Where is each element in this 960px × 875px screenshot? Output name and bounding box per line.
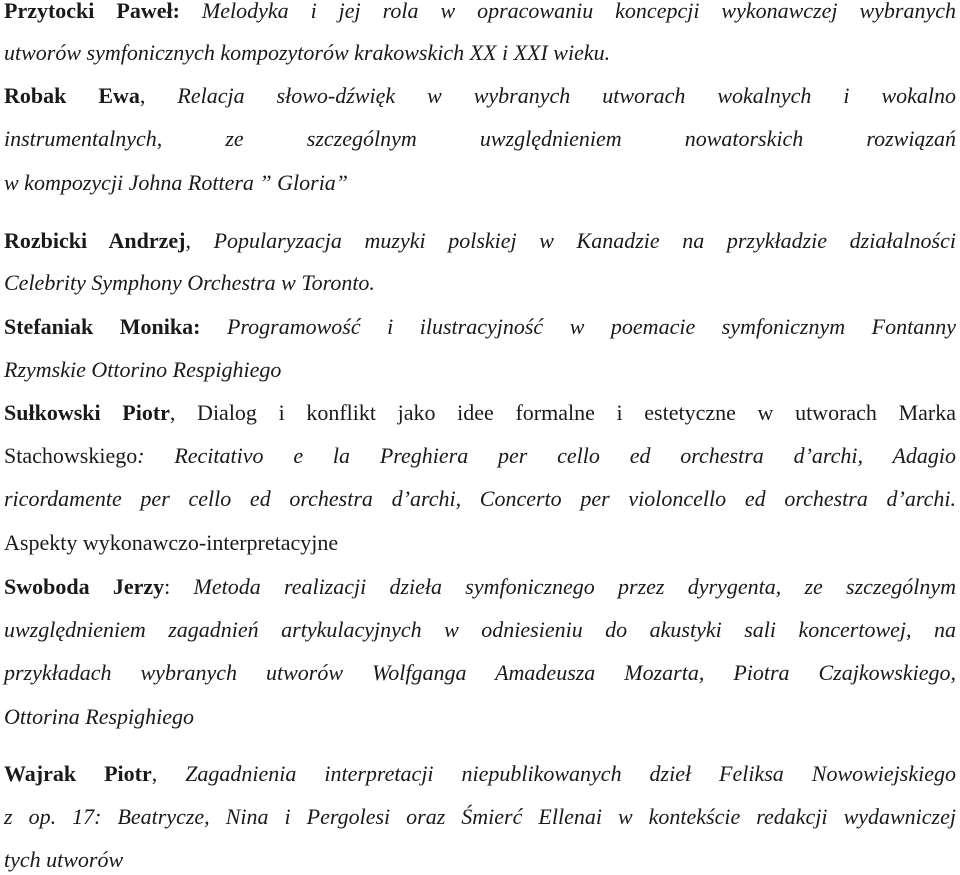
- work-title: w kompozycji Johna Rottera ” Gloria”: [4, 170, 349, 195]
- entry-text: Stachowskiego: [4, 443, 138, 468]
- entry-line: [4, 0, 956, 26]
- entry-line: [4, 528, 956, 558]
- work-title: Rzymskie Ottorino Respighiego: [4, 357, 282, 382]
- author-name: Robak Ewa: [4, 83, 140, 108]
- work-title: Popularyzacja muzyki polskiej w Kanadzie na przykładzie działalności: [213, 228, 956, 253]
- entry-line: [4, 802, 956, 832]
- entry-line: [4, 615, 956, 645]
- entry-text: ,: [185, 228, 214, 253]
- work-title: Ottorina Respighiego: [4, 704, 195, 729]
- author-name: Sułkowski Piotr: [4, 400, 170, 425]
- entry-line: [4, 759, 956, 789]
- work-title: z op. 17: Beatrycze, Nina i Pergolesi oraz Śmierć Ellenai w kontekście redakcji wydawniczej: [4, 804, 956, 829]
- entry-text: :: [164, 574, 194, 599]
- author-name: Swoboda Jerzy: [4, 574, 165, 599]
- work-title: Programowość i ilustracyjność w poemacie symfonicznym Fontanny: [200, 314, 956, 339]
- work-title: przykładach wybranych utworów Wolfganga Amadeusza Mozarta, Piotra Czajkowskiego,: [4, 660, 956, 685]
- entry-text: ,: [139, 83, 178, 108]
- entry-line: [4, 312, 956, 342]
- author-name: Przytocki Paweł:: [4, 0, 180, 23]
- work-title: utworów symfonicznych kompozytorów krakowskich XX i XXI wieku.: [4, 40, 611, 65]
- work-title: Metoda realizacji dzieła symfonicznego przez dyrygenta, ze szczególnym: [193, 574, 956, 599]
- work-title: Relacja słowo-dźwięk w wybranych utworach wokalnych i wokalno: [177, 83, 957, 108]
- author-name: Wajrak Piotr: [4, 761, 152, 786]
- entry-line: [4, 355, 956, 385]
- entry-line: [4, 845, 956, 875]
- entry-text: , Dialog i konflikt jako idee formalne i estetyczne w utworach Marka: [169, 400, 956, 425]
- work-title: tych utworów: [4, 847, 124, 872]
- entry-line: [4, 441, 956, 471]
- author-name: Rozbicki Andrzej: [4, 228, 186, 253]
- author-name: Stefaniak Monika:: [4, 314, 201, 339]
- entry-line: [4, 484, 956, 514]
- work-title: ricordamente per cello ed orchestra d’archi, Concerto per violoncello ed orchestra d’archi.: [4, 486, 956, 511]
- entry-line: [4, 702, 956, 732]
- work-title: Melodyka i jej rola w opracowaniu koncepcji wykonawczej wybranych: [179, 0, 956, 23]
- entry-line: [4, 124, 956, 154]
- entry-line: [4, 658, 956, 688]
- entry-line: [4, 268, 956, 298]
- entry-line: [4, 226, 956, 256]
- work-title: instrumentalnych, ze szczególnym uwzględnieniem nowatorskich rozwiązań: [4, 126, 956, 151]
- entry-line: [4, 38, 956, 68]
- entry-text: Aspekty wykonawczo-interpretacyjne: [4, 530, 339, 555]
- work-title: Celebrity Symphony Orchestra w Toronto.: [4, 270, 375, 295]
- work-title: Zagadnienia interpretacji niepublikowanych dzieł Feliksa Nowowiejskiego: [185, 761, 956, 786]
- entry-line: [4, 398, 956, 428]
- entry-line: [4, 168, 956, 198]
- work-title: : Recitativo e la Preghiera per cello ed orchestra d’archi, Adagio: [137, 443, 956, 468]
- entry-text: ,: [151, 761, 186, 786]
- entry-line: [4, 572, 956, 602]
- work-title: uwzględnieniem zagadnień artykulacyjnych w odniesieniu do akustyki sali koncertowej, na: [4, 617, 956, 642]
- entry-line: [4, 81, 956, 111]
